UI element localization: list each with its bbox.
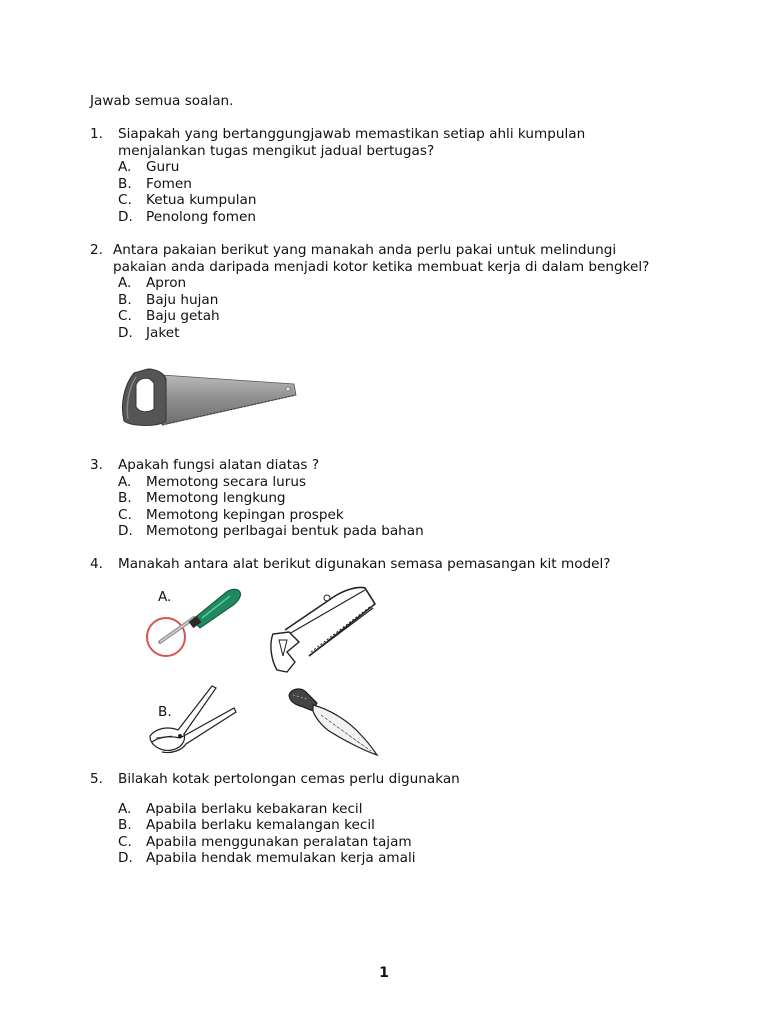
option-d[interactable] — [90, 325, 730, 342]
question-text: Siapakah yang bertanggungjawab memastikan setiap ahli kumpulan — [118, 126, 586, 142]
question-text-continued: menjalankan tugas mengikut jadual bertugas? — [118, 142, 435, 159]
option-text: Apabila berlaku kemalangan kecil — [146, 817, 375, 834]
page-number: 1 — [379, 965, 389, 981]
option-text: Memotong kepingan prospek — [146, 506, 344, 523]
option-text: Apron — [146, 275, 187, 292]
hand-saw-image — [118, 365, 298, 429]
option-label: A. — [118, 473, 132, 490]
option-text: Apabila berlaku kebakaran kecil — [146, 800, 363, 817]
option-text: Memotong lengkung — [146, 490, 286, 507]
option-d[interactable] — [90, 523, 730, 540]
option-b[interactable] — [90, 817, 730, 834]
snips-image — [146, 680, 238, 756]
screwdriver-image — [146, 580, 246, 662]
option-text: Baju getah — [146, 308, 220, 325]
question-number: 4. — [90, 556, 103, 572]
question-2 — [90, 242, 730, 342]
question-number: 1. — [90, 126, 103, 142]
hacksaw-image — [265, 580, 380, 675]
option-text: Apabila hendak memulakan kerja amali — [146, 850, 416, 867]
figure-label-a: A. — [158, 589, 172, 605]
option-b[interactable] — [90, 292, 730, 309]
option-text: Ketua kumpulan — [146, 192, 257, 209]
option-a[interactable] — [90, 801, 730, 818]
option-c[interactable] — [90, 507, 730, 524]
question-text: Bilakah kotak pertolongan cemas perlu digunakan — [118, 771, 460, 787]
question-number: 3. — [90, 457, 103, 473]
option-text: Fomen — [146, 175, 192, 192]
option-c[interactable] — [90, 834, 730, 851]
option-label: D. — [118, 850, 133, 867]
question-1 — [90, 126, 730, 226]
question-text: Manakah antara alat berikut digunakan semasa pemasangan kit model? — [118, 556, 611, 572]
option-a[interactable] — [90, 159, 730, 176]
option-label: B. — [118, 175, 132, 192]
option-label: D. — [118, 523, 133, 540]
option-label: A. — [118, 159, 132, 176]
question-number: 2. — [90, 242, 103, 258]
question-3 — [90, 457, 730, 540]
option-label: B. — [118, 817, 132, 834]
option-d[interactable] — [90, 209, 730, 226]
knife-image — [285, 685, 380, 757]
figure-label-b: B. — [158, 704, 172, 720]
option-a[interactable] — [90, 275, 730, 292]
question-number: 5. — [90, 771, 103, 787]
option-text: Apabila menggunakan peralatan tajam — [146, 833, 412, 850]
option-label: D. — [118, 324, 133, 341]
option-label: A. — [118, 275, 132, 292]
question-5 — [90, 771, 730, 867]
option-label: D. — [118, 208, 133, 225]
option-label: A. — [118, 800, 132, 817]
option-label: B. — [118, 291, 132, 308]
option-c[interactable] — [90, 192, 730, 209]
option-label: C. — [118, 833, 132, 850]
option-a[interactable] — [90, 474, 730, 491]
option-label: C. — [118, 308, 132, 325]
option-text: Penolong fomen — [146, 208, 256, 225]
option-label: B. — [118, 490, 132, 507]
option-label: C. — [118, 506, 132, 523]
question-4 — [90, 556, 730, 573]
option-c[interactable] — [90, 308, 730, 325]
option-text: Jaket — [146, 324, 180, 341]
option-text: Guru — [146, 159, 180, 176]
option-text: Memotong perlbagai bentuk pada bahan — [146, 523, 424, 540]
question-text: Antara pakaian berikut yang manakah anda perlu pakai untuk melindungi — [113, 242, 617, 258]
option-label: C. — [118, 192, 132, 209]
question-text: Apakah fungsi alatan diatas ? — [118, 457, 320, 473]
option-b[interactable] — [90, 490, 730, 507]
question-text-continued: pakaian anda daripada menjadi kotor ketika membuat kerja di dalam bengkel? — [113, 258, 650, 275]
option-text: Memotong secara lurus — [146, 473, 307, 490]
option-b[interactable] — [90, 176, 730, 193]
instructions: Jawab semua soalan. — [90, 93, 234, 109]
option-text: Baju hujan — [146, 291, 219, 308]
option-d[interactable] — [90, 850, 730, 867]
